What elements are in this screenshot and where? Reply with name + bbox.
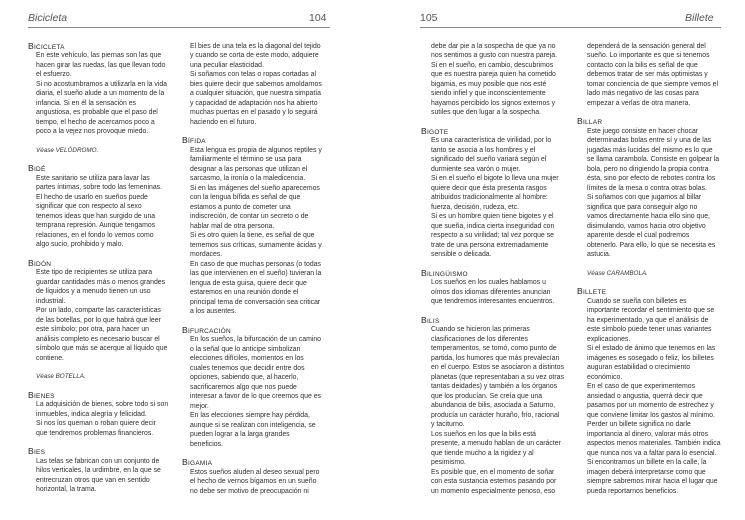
entry-paragraph: En caso de que muchas personas (o todas las que intervienen en el sueño) tuvieran la lengua de esta guisa, quiere decir que estaremos en una reunión donde el principal tema de conversación sea criticar a los ausentes. [190,260,322,315]
entry-paragraph: En las elecciones siempre hay pérdida, aunque si se realizan con inteligencia, se pueden lograr a la larga grandes beneficios. [190,412,316,448]
entry-paragraph: Es una característica de virilidad, por lo tanto se asocia a los hombres y el significado del sueño variará según el durmiente sea varón o mujer. [431,137,552,173]
entry-paragraph: Si soñamos con telas o ropas cortadas al bies quiere decir que sabemos amoldarnos a cualquier situación, que nuestra simpatía y capacidad de adaptación nos ha abierto muchas puertas en el pasado y lo seguirá haciendo en el futuro. [190,71,322,126]
entry-bigamia-continued [421,42,573,118]
entry-paragraph: El hecho de usarlo en sueños puede significar que con respecto al sexo tenemos ideas que han surgido de una temprana represión. Aunque tengamos relaciones, en el fondo lo vemos como algo sucio, prohibido y malo. [36,193,156,248]
entry-paragraph: Estos sueños aluden al deseo sexual pero el hecho de vernos bígamos en un sueño no debe ser motivo de preocupación ni [190,468,320,495]
entry-paragraph: Cuando se sueña con billetes es importante recordar el sentimiento que se ha experimentado, ya que el análisis de este símbolo puede tener unas variantes explicaciones. [587,297,715,343]
entry-paragraph: Este juego consiste en hacer chocar determinadas bolas entre sí y una de las jugadas más lucidas del mismo es lo que se llama carambola. Consiste en golpear la bola, pero no dirigiendo la propia contra ésta, sino por efecto de rebotes contra los límites de la mesa o contra otras bolas. [587,127,720,192]
entry-bide [28,164,180,250]
entry-paragraph: Perder un billete significa no darle importancia al dinero, valorar más otros aspectos menos materiales. También indica que nunca nos va a faltar para lo esencial. [587,421,721,457]
entry-heading: BIENES [28,389,55,400]
entry-bies [28,447,180,495]
entry-heading: BIDÓN [28,257,52,268]
entry-bienes [28,391,180,439]
entry-heading: BICICLETA [28,40,65,51]
entry-bicicleta [28,42,180,156]
running-title: Bicicleta [28,12,68,24]
entry-bies-continued [182,42,334,128]
entry-heading: BÍFIDA [182,135,206,145]
entry-bilis-continued [577,42,729,109]
column [28,42,180,495]
entry-paragraph: Por un lado, comparte las características de las botellas, por lo que habrá que leer este símbolo; por otra, para hacer un análisis completo es necesario buscar el símbolo que más se acerque al líquido que contiene. [36,307,168,362]
entry-bigote [421,127,573,260]
header-rule [28,27,330,28]
entry-paragraph: Si es un hombre quien tiene bigotes y el que sueña, indica cierta inseguridad con respecto a su virilidad; tal vez porque se trate de una persona extremadamente sensible o delicada. [431,213,555,258]
entry-paragraph: Los sueños en los cuales hablamos u oímos dos idiomas diferentes anuncian que tendremos interesantes encuentros. [431,279,555,305]
entry-paragraph: Si soñamos con que jugamos al billar significa que para conseguir algo no vamos directamente hacia ello sino que, disimulando, vamos hacia otro objetivo aparente desde el cual podremos obtenerlo. Para ello, lo que se necesita es astucia. [587,194,716,258]
entry-heading: BILINGÜISMO [421,267,468,278]
entry-billete [577,287,729,496]
entry-paragraph: Si en el sueño, en cambio, descubrimos que es nuestra pareja quien ha cometido bigamia, es muy posible que nos esté siendo infiel y que inconscientemente hayamos percibido los signos externos y sutiles que den lugar a la sospecha. [431,61,556,116]
entry-paragraph: El bies de una tela es la diagonal del tejido y cuando se corta de este modo, adquiere una peculiar elasticidad. [190,42,321,69]
entry-heading: BILLETE [577,286,607,296]
see-also: Véase BOTELLA. [36,373,86,380]
column [421,42,573,497]
entry-paragraph: En este vehículo, las piernas son las que hacen girar las ruedas, las que llevan todo el esfuerzo. [36,52,166,78]
running-title: Billete [685,12,714,24]
entry-bidon [28,259,180,382]
entry-bifida [182,136,334,317]
entry-paragraph: Si nos los queman o roban quiere decir que tendremos problemas financieros. [36,420,156,437]
entry-paragraph: Este tipo de recipientes se utiliza para guardar cantidades más o menos grandes de líquidos y a menudo tienen un uso industrial. [36,269,166,305]
entry-bilinguismo [421,269,573,307]
entry-paragraph: Cuando se hicieron las primeras clasificaciones de los diferentes temperamentos, se tomó, como punto de partida, los humores que más prevalecían en el cuerpo. Estos se asociaron a distintos planetas (que representaban a su vez otras tantas deidades) y también a los órganos que los producían. Se creía que una abundancia de bilis, asociada a Saturno, producía un carácter huraño, frío, racional y taciturno. [431,326,564,428]
entry-paragraph: Si no acostumbramos a utilizarla en la vida diaria, el sueño alude a un momento de la infancia. Si en él la sensación es angustiosa, es probable que el paso del tiempo, el hecho de acercarnos poco a poco a la vejez nos provoque miedo. [36,80,167,135]
entry-paragraph: dependerá de la sensación general del sueño. Lo importante es que si tenemos contacto con la bilis es señal de que debemos tratar de ser más optimistas y tomar conciencia de que siempre vemos el lado más negativo de las cosas para empezar a verlas de otra manera. [587,42,718,107]
entry-heading: BILIS [421,314,440,325]
header-rule [420,27,721,28]
entry-bigamia [182,458,334,496]
entry-paragraph: Si en el sueño el bigote lo lleva una mujer quiere decir que ésta presenta rasgos atribuidos tradicionalmente al hombre: fuerza, decisión, rudeza, etc. [431,175,559,211]
entry-paragraph: Si encontramos un billete en la calle, la imagen deberá interpretarse como que siempre sabremos mirar hacia el lugar que pueda reportarnos beneficios. [587,459,718,495]
page-number: 104 [309,12,327,24]
entry-heading: BIGAMIA [182,457,213,467]
page-number: 105 [420,12,438,24]
entry-paragraph: Es posible que, en el momento de soñar con esta sustancia estemos pasando por un momento especialmente penoso, eso [431,468,557,495]
entry-bifurcacion [182,326,334,450]
entry-paragraph: En los sueños, la bifurcación de un camino o la señal que lo anticipe simbolizan elecciones difíciles, momentos en los cuales tenemos que decidir entre dos opciones, sabiendo que, al hacerlo, sacrificaremos algo que nos puede interesar a favor de lo que creemos que es mejor. [190,336,321,410]
entry-bilis [421,316,573,497]
entry-heading: BIDÉ [28,163,46,173]
see-also: Véase VELÓDROMO. [36,146,99,154]
entry-paragraph: Si en las imágenes del sueño aparecemos con la lengua bífida es señal de que estamos a punto de cometer una indiscreción, de contar un secreto o de hablar mal de otra persona. [190,184,320,230]
entry-paragraph: debe dar pie a la sospecha de que ya no nos sentimos a gusto con nuestra pareja. [431,42,558,59]
column [182,42,334,497]
entry-paragraph: Este sanitario se utiliza para lavar las partes íntimas, sobre todo las femeninas. [36,174,163,191]
entry-heading: BIFURCACIÓN [182,324,231,335]
entry-paragraph: La adquisición de bienes, sobre todo si son inmuebles, indica alegría y felicidad. [36,401,169,418]
entry-heading: BIES [28,446,46,456]
entry-heading: BIGOTE [421,125,449,136]
entry-paragraph: Si el estado de ánimo que tenemos en las imágenes es sosegado o feliz, los billetes auguran estabilidad o crecimiento económico. [587,345,716,381]
entry-paragraph: Los sueños en los que la bilis está presente, a menudo hablan de un carácter que tiende mucho a la rigidez y al pesimismo. [431,430,561,466]
entry-paragraph: Si es otro quien la tiene, es señal de que tememos sus críticas, sumamente ácidas y mordaces. [190,232,322,258]
entry-paragraph: En el caso de que experimentemos ansiedad o angustia, querrá decir que pasamos por un momento de estrechez y que conviene limitar los gastos al mínimo. [587,383,715,419]
column [577,42,729,497]
entry-paragraph: Las telas se fabrican con un conjunto de hilos verticales, la urdimbre, en la que se entrecruzan otros que van en sentido horizontal, la trama. [36,457,161,493]
entry-paragraph: Esta lengua es propia de algunos reptiles y familiarmente el término se usa para designar a las personas que utilizan el sarcasmo, la ironía o la maledicencia. [190,146,322,182]
entry-heading: BILLAR [577,116,603,126]
entry-billar [577,117,729,278]
see-also: Véase CARAMBOLA. [587,269,648,277]
